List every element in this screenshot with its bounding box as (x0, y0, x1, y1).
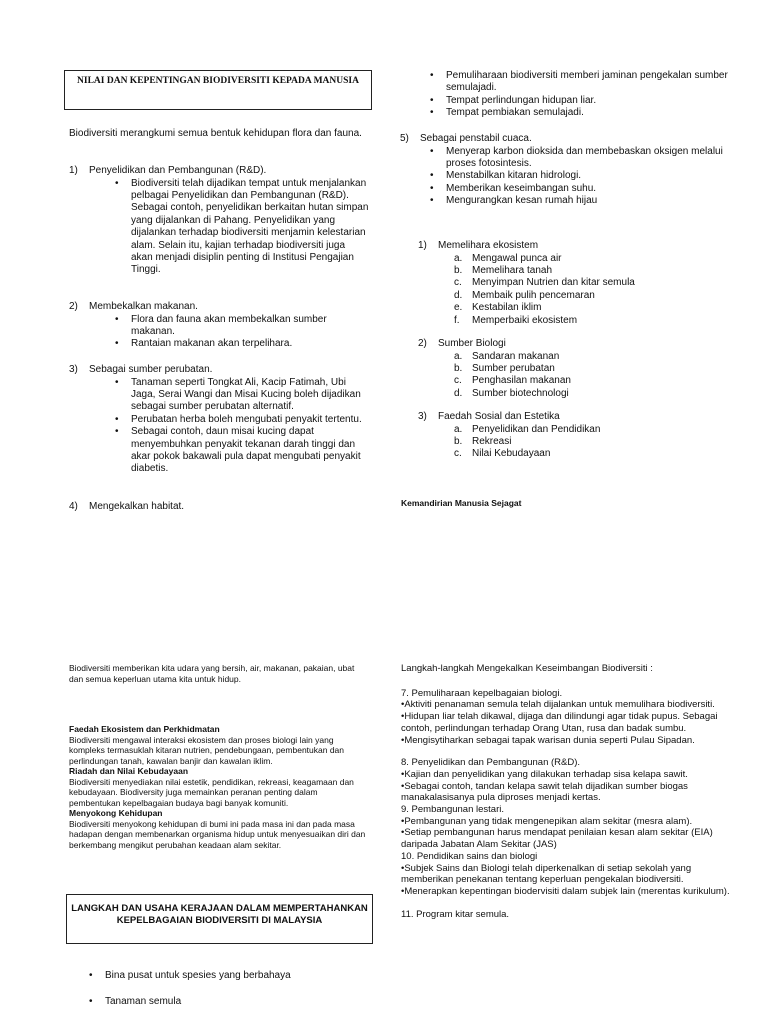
right-top-bullets (400, 70, 730, 120)
list-item: d. Membaik pulih pencemaran (454, 289, 595, 301)
section-2 (69, 301, 369, 351)
list-heading: Faedah Sosial dan Estetika (438, 411, 560, 422)
section-heading: Penyelidikan dan Pembangunan (R&D). (89, 165, 267, 176)
list-item: c. Menyimpan Nutrien dan kitar semula (454, 277, 635, 289)
section-3 (69, 364, 369, 476)
list-item: b. Sumber perubatan (454, 362, 555, 374)
langkah-line: 9. Pembangunan lestari. (401, 804, 504, 816)
list-item: f. Memperbaiki ekosistem (454, 314, 578, 326)
intro-text: Biodiversiti merangkumi semua bentuk kehidupan flora dan fauna. (69, 128, 362, 139)
list-number: 2) (418, 338, 427, 349)
section-1 (69, 165, 369, 277)
langkah-line: 11. Program kitar semula. (401, 908, 510, 920)
lower-intro-text: Biodiversiti memberikan kita udara yang bersih, air, makanan, pakaian, ubat dan semua keperluan utama kita untuk hidup. (69, 663, 355, 684)
langkah-line: 7. Pemuliharaan kepelbagaian biologi. (401, 687, 563, 699)
section-5 (400, 133, 730, 208)
list-item: c. Nilai Kebudayaan (454, 448, 551, 460)
langkah-section (401, 663, 731, 920)
list-item: a. Sandaran makanan (454, 350, 560, 362)
langkah-line: •Sebagai contoh, tandan kelapa sawit telah dijadikan sumber biogas manakalasisanya pula diproses menjadi kertas. (401, 780, 688, 804)
list-heading: Memelihara ekosistem (438, 240, 539, 251)
bullet-item: • Flora dan fauna akan membekalkan sumber makanan. (115, 314, 369, 339)
list-sumber-biologi (418, 338, 738, 400)
section-number: 5) (400, 133, 409, 144)
langkah-line: •Kajian dan penyelidikan yang dilakukan terhadap sisa kelapa sawit. (401, 768, 688, 780)
block-text: Biodiversiti menyediakan nilai estetik, pendidikan, rekreasi, keagamaan dan kebudayaan. Biodiversity juga memainkan peranan penting dalam pembentukan kepelbagaian budaya bagi banyak komuniti. (69, 776, 354, 808)
page-title-box (64, 70, 372, 110)
bullet-item: • Menyerap karbon dioksida dan membebaskan oksigen melalui proses fotosintesis. (430, 146, 730, 171)
block-heading: Menyokong Kehidupan (69, 808, 163, 818)
list-item: a. Mengawal punca air (454, 252, 562, 264)
langkah-line: 8. Penyelidikan dan Pembangunan (R&D). (401, 757, 581, 769)
kemandirian-heading-wrap (401, 498, 731, 509)
bullet-item: • Sebagai contoh, daun misai kucing dapat menyembuhkan penyakit tekanan darah tinggi dan akar pokok bakawali pula dapat mengubati penyakit diabetis. (115, 426, 369, 476)
langkah-line: •Mengisytiharkan sebagai tapak warisan dunia seperti Pulau Sipadan. (401, 734, 695, 746)
section-heading: Sebagai penstabil cuaca. (420, 133, 532, 144)
langkah-line: •Setiap pembangunan harus mendapat penilaian kesan alam sekitar (EIA) daripada Jabatan Alam Sekitar (JAS) (401, 827, 713, 851)
bullet-item: • Rantaian makanan akan terpelihara. (115, 338, 369, 350)
bullet-item: • Memberikan keseimbangan suhu. (430, 183, 730, 195)
langkah-line: •Pembangunan yang tidak mengenepikan alam sekitar (mesra alam). (401, 815, 693, 827)
list-item: b. Rekreasi (454, 435, 512, 447)
list-item: a. Penyelidikan dan Pendidikan (454, 423, 601, 435)
langkah-line: •Menerapkan kepentingan biodervisiti dalam subjek lain (merentas kurikulum). (401, 885, 730, 897)
block-text: Biodiversiti mengawal interaksi ekosistem dan proses biologi lain yang kompleks termasuklah kitaran nutrien, pendebungaan, pembentukan dan perlindungan tanah, kawalan banjir dan kawalan iklim. (69, 734, 345, 766)
section-heading: Membekalkan makanan. (89, 301, 198, 312)
section-heading: Sebagai sumber perubatan. (89, 364, 213, 375)
lower-intro (69, 663, 369, 684)
bullet-item: • Tanaman seperti Tongkat Ali, Kacip Fatimah, Ubi Jaga, Serai Wangi dan Misai Kucing boleh dijadikan sebagai sumber perubatan alternatif. (115, 377, 369, 414)
list-heading: Sumber Biologi (438, 338, 506, 349)
langkah-line: 10. Pendidikan sains dan biologi (401, 850, 538, 862)
kemandirian-heading: Kemandirian Manusia Sejagat (401, 498, 522, 508)
langkah-line: •Aktiviti penanaman semula telah dijalankan untuk memulihara biodiversiti. (401, 699, 715, 711)
langkah-title: Langkah-langkah Mengekalkan Keseimbangan Biodiversiti : (401, 663, 653, 674)
list-item: e. Kestabilan iklim (454, 302, 542, 314)
government-steps-box (66, 894, 373, 944)
bullet-item: • Perubatan herba boleh mengubati penyakit tertentu. (115, 414, 369, 426)
bullet-item: • Bina pusat untuk spesies yang berbahaya (89, 970, 369, 982)
bullet-item: • Mengurangkan kesan rumah hijau (430, 195, 730, 207)
bullet-item: • Tanaman semula (89, 996, 369, 1008)
bullet-item: • Tempat pembiakan semulajadi. (430, 107, 730, 119)
section-number: 2) (69, 301, 78, 312)
lower-blocks (69, 724, 369, 850)
block-heading: Faedah Ekosistem dan Perkhidmatan (69, 724, 220, 734)
section-number: 1) (69, 165, 78, 176)
bullet-item: • Tempat perlindungan hidupan liar. (430, 95, 730, 107)
langkah-line: •Subjek Sains dan Biologi telah diperkenalkan di setiap sekolah yang memberikan penekanan tentang keperluan pengekalan biodiversiti. (401, 862, 692, 886)
list-number: 1) (418, 240, 427, 251)
section-heading: Mengekalkan habitat. (89, 501, 185, 512)
block-heading: Riadah dan Nilai Kebudayaan (69, 766, 189, 776)
list-item: c. Penghasilan makanan (454, 375, 571, 387)
list-number: 3) (418, 411, 427, 422)
bullet-item: • Biodiversiti telah dijadikan tempat untuk menjalankan pelbagai Penyelidikan dan Pembangunan (R&D). Sebagai contoh, penyelidikan berkaitan hutan simpan yang dijalankan di Pahang. Penyelidikan yang dijalankan terhadap biodiversiti menjamin kelestarian alam. Selain itu, kajian terhadap biodiversiti juga akan menjadi disiplin penting di Institusi Pengajian Tinggi. (115, 178, 369, 277)
list-memelihara-ekosistem (418, 240, 738, 327)
section-number: 4) (69, 501, 78, 512)
langkah-line: •Hidupan liar telah dikawal, dijaga dan dilindungi agar tidak pupus. Sebagai contoh, perlindungan terhadap Orang Utan, rusa dan badak sumbu. (401, 711, 718, 734)
list-faedah-sosial (418, 411, 738, 461)
section-4 (69, 501, 369, 514)
government-steps-title: LANGKAH DAN USAHA KERAJAAN DALAM MEMPERTAHANKAN KEPELBAGAIAN BIODIVERSITI DI MALAYSIA (71, 903, 368, 926)
government-steps-list (69, 970, 369, 1009)
list-item: b. Memelihara tanah (454, 264, 553, 276)
list-item: d. Sumber biotechnologi (454, 387, 569, 399)
left-column (69, 128, 369, 141)
bullet-item: • Menstabilkan kitaran hidrologi. (430, 170, 730, 182)
section-number: 3) (69, 364, 78, 375)
bullet-item: • Pemuliharaan biodiversiti memberi jaminan pengekalan sumber semulajadi. (430, 70, 730, 95)
block-text: Biodiversiti menyokong kehidupan di bumi ini pada masa ini dan pada masa hadapan dengan membenarkan organisma hidup untuk menyesuaikan diri dan berkembang mengikut perubahan keadaan alam sekitar. (69, 818, 366, 850)
page-title: NILAI DAN KEPENTINGAN BIODIVERSITI KEPADA MANUSIA (77, 76, 359, 86)
